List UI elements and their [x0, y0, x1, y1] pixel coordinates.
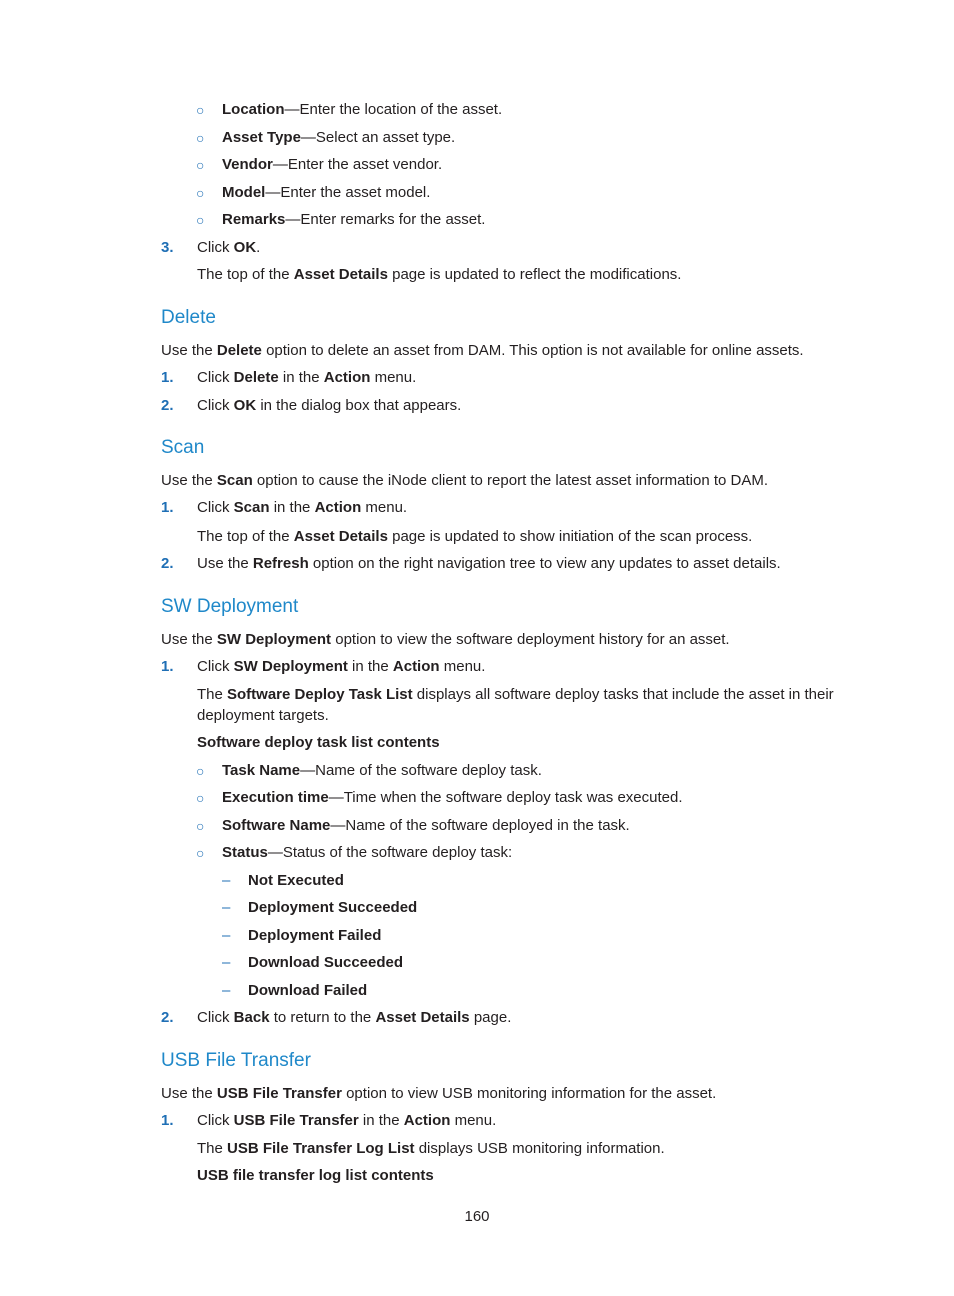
list-item: Status—Status of the software deploy task:: [222, 844, 513, 861]
bullet-icon: ○: [196, 130, 205, 146]
step-result: The Software Deploy Task List displays all software deploy tasks that include the asset in their: [197, 686, 834, 703]
list-item: Software Name—Name of the software deployed in the task.: [222, 817, 630, 834]
dash-icon: –: [222, 872, 231, 889]
status-item: Download Failed: [248, 982, 368, 999]
step-number: 1.: [161, 1112, 174, 1129]
section-heading-scan: Scan: [161, 437, 205, 458]
list-title: Software deploy task list contents: [197, 734, 440, 751]
page-number: 160: [464, 1208, 490, 1225]
step-number: 3.: [161, 239, 174, 256]
step-text: Click USB File Transfer in the Action menu.: [197, 1112, 497, 1129]
section-intro: Use the SW Deployment option to view the software deployment history for an asset.: [161, 631, 730, 648]
bullet-icon: ○: [196, 102, 205, 118]
list-item: Asset Type—Select an asset type.: [222, 129, 456, 146]
list-item: Execution time—Time when the software deploy task was executed.: [222, 789, 683, 806]
step-text: Click OK.: [197, 239, 261, 256]
section-heading-usb-file-transfer: USB File Transfer: [161, 1050, 311, 1071]
dash-icon: –: [222, 899, 231, 916]
dash-icon: –: [222, 927, 231, 944]
bullet-icon: ○: [196, 818, 205, 834]
step-number: 2.: [161, 1009, 174, 1026]
step-text: Click OK in the dialog box that appears.: [197, 397, 462, 414]
list-item: Remarks—Enter remarks for the asset.: [222, 211, 486, 228]
section-intro: Use the USB File Transfer option to view USB monitoring information for the asset.: [161, 1085, 717, 1102]
step-text: Use the Refresh option on the right navigation tree to view any updates to asset details.: [197, 555, 781, 572]
step-text: Click Scan in the Action menu.: [197, 499, 408, 516]
list-item: Model—Enter the asset model.: [222, 184, 431, 201]
list-item: Task Name—Name of the software deploy task.: [222, 762, 542, 779]
bullet-icon: ○: [196, 185, 205, 201]
list-item: Vendor—Enter the asset vendor.: [222, 156, 443, 173]
list-item: Location—Enter the location of the asset.: [222, 101, 503, 118]
bullet-icon: ○: [196, 763, 205, 779]
step-number: 1.: [161, 658, 174, 675]
step-number: 2.: [161, 397, 174, 414]
list-title: USB file transfer log list contents: [197, 1167, 434, 1184]
step-number: 1.: [161, 369, 174, 386]
step-result: The top of the Asset Details page is updated to show initiation of the scan process.: [197, 528, 753, 545]
section-heading-delete: Delete: [161, 307, 216, 328]
bullet-icon: ○: [196, 790, 205, 806]
section-intro: Use the Scan option to cause the iNode client to report the latest asset information to DAM.: [161, 472, 769, 489]
status-item: Download Succeeded: [248, 954, 404, 971]
bullet-icon: ○: [196, 157, 205, 173]
step-result: The USB File Transfer Log List displays USB monitoring information.: [197, 1140, 665, 1157]
status-item: Deployment Succeeded: [248, 899, 418, 916]
step-text: Click Delete in the Action menu.: [197, 369, 417, 386]
status-item: Deployment Failed: [248, 927, 382, 944]
step-text: Click Back to return to the Asset Details page.: [197, 1009, 512, 1026]
step-result-continued: deployment targets.: [197, 707, 329, 724]
step-number: 1.: [161, 499, 174, 516]
bullet-icon: ○: [196, 845, 205, 861]
section-heading-sw-deployment: SW Deployment: [161, 596, 299, 617]
section-intro: Use the Delete option to delete an asset from DAM. This option is not available for online assets.: [161, 342, 804, 359]
bullet-icon: ○: [196, 212, 205, 228]
step-number: 2.: [161, 555, 174, 572]
dash-icon: –: [222, 954, 231, 971]
step-result: The top of the Asset Details page is updated to reflect the modifications.: [197, 266, 682, 283]
dash-icon: –: [222, 982, 231, 999]
status-item: Not Executed: [248, 872, 344, 889]
step-text: Click SW Deployment in the Action menu.: [197, 658, 486, 675]
